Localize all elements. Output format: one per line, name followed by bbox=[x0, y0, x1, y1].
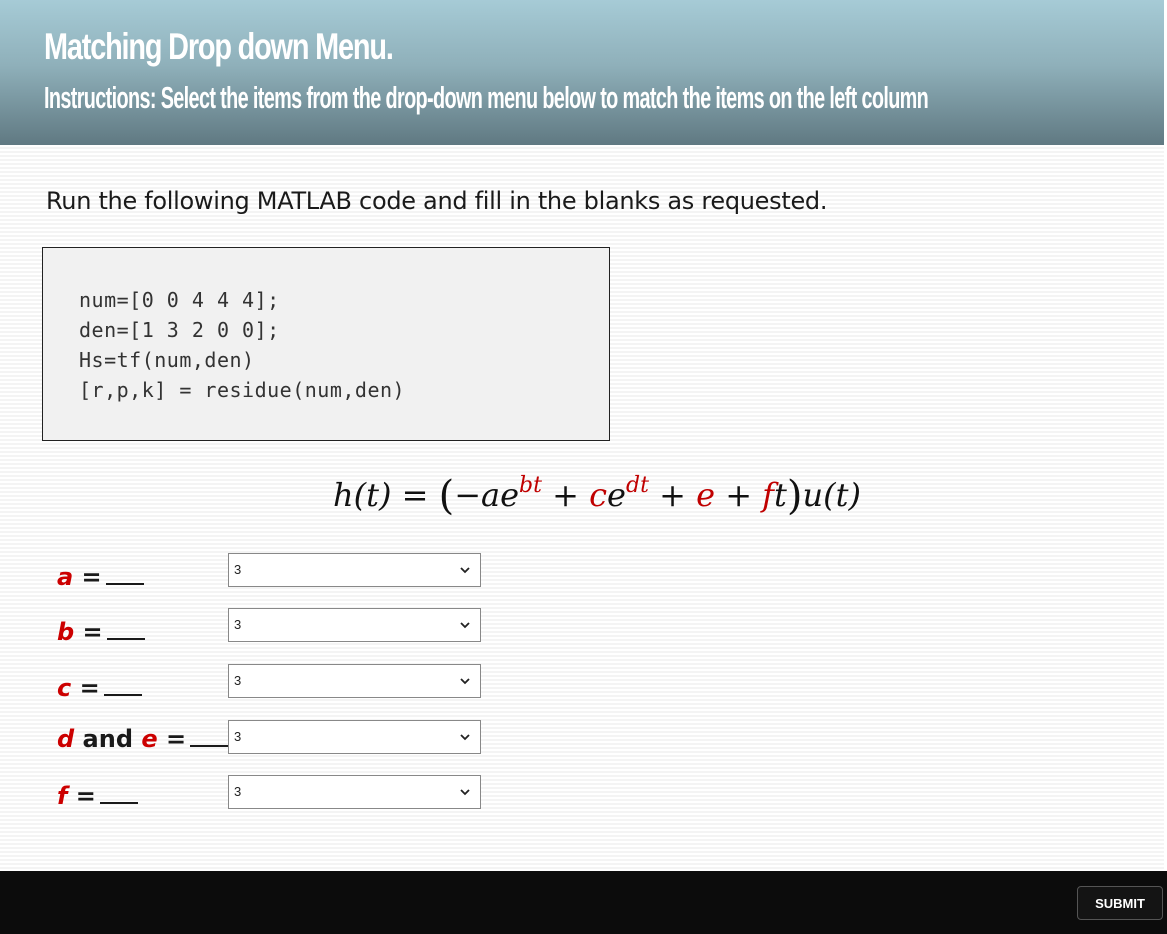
chevron-down-icon bbox=[460, 677, 470, 685]
dropdown-value: 3 bbox=[234, 673, 242, 688]
label-a: a = bbox=[57, 563, 144, 591]
chevron-down-icon bbox=[460, 788, 470, 796]
code-line: num=[0 0 4 4 4]; bbox=[79, 288, 280, 312]
label-f: f = bbox=[57, 782, 138, 810]
dropdown-value: 3 bbox=[234, 784, 242, 799]
chevron-down-icon bbox=[460, 621, 470, 629]
question-prompt: Run the following MATLAB code and fill in the blanks as requested. bbox=[46, 187, 828, 215]
footer-bar bbox=[0, 871, 1167, 934]
instructions-text: Instructions: Select the items from the drop-down menu below to match the items on the left column bbox=[44, 80, 929, 115]
submit-button[interactable]: SUBMIT bbox=[1077, 886, 1163, 920]
code-line: [r,p,k] = residue(num,den) bbox=[79, 378, 406, 402]
dropdown-f[interactable] bbox=[228, 775, 481, 809]
label-d-and-e: d and e = bbox=[57, 725, 228, 753]
matlab-code-box bbox=[42, 247, 610, 441]
label-b: b = bbox=[57, 618, 145, 646]
impulse-response-equation: $h(t) = (-ae^{bt} + ce^{dt} + e + ft)u(t)$ bbox=[333, 473, 861, 519]
header-banner bbox=[0, 0, 1167, 145]
code-line: Hs=tf(num,den) bbox=[79, 348, 255, 372]
dropdown-d-and-e[interactable] bbox=[228, 720, 481, 754]
code-line: den=[1 3 2 0 0]; bbox=[79, 318, 280, 342]
question-panel bbox=[0, 145, 1164, 871]
label-c: c = bbox=[57, 674, 142, 702]
dropdown-value: 3 bbox=[234, 617, 242, 632]
dropdown-value: 3 bbox=[234, 729, 242, 744]
chevron-down-icon bbox=[460, 733, 470, 741]
dropdown-a[interactable] bbox=[228, 553, 481, 587]
page-title: Matching Drop down Menu. bbox=[44, 26, 393, 67]
chevron-down-icon bbox=[460, 566, 470, 574]
dropdown-b[interactable] bbox=[228, 608, 481, 642]
dropdown-value: 3 bbox=[234, 562, 242, 577]
dropdown-c[interactable] bbox=[228, 664, 481, 698]
